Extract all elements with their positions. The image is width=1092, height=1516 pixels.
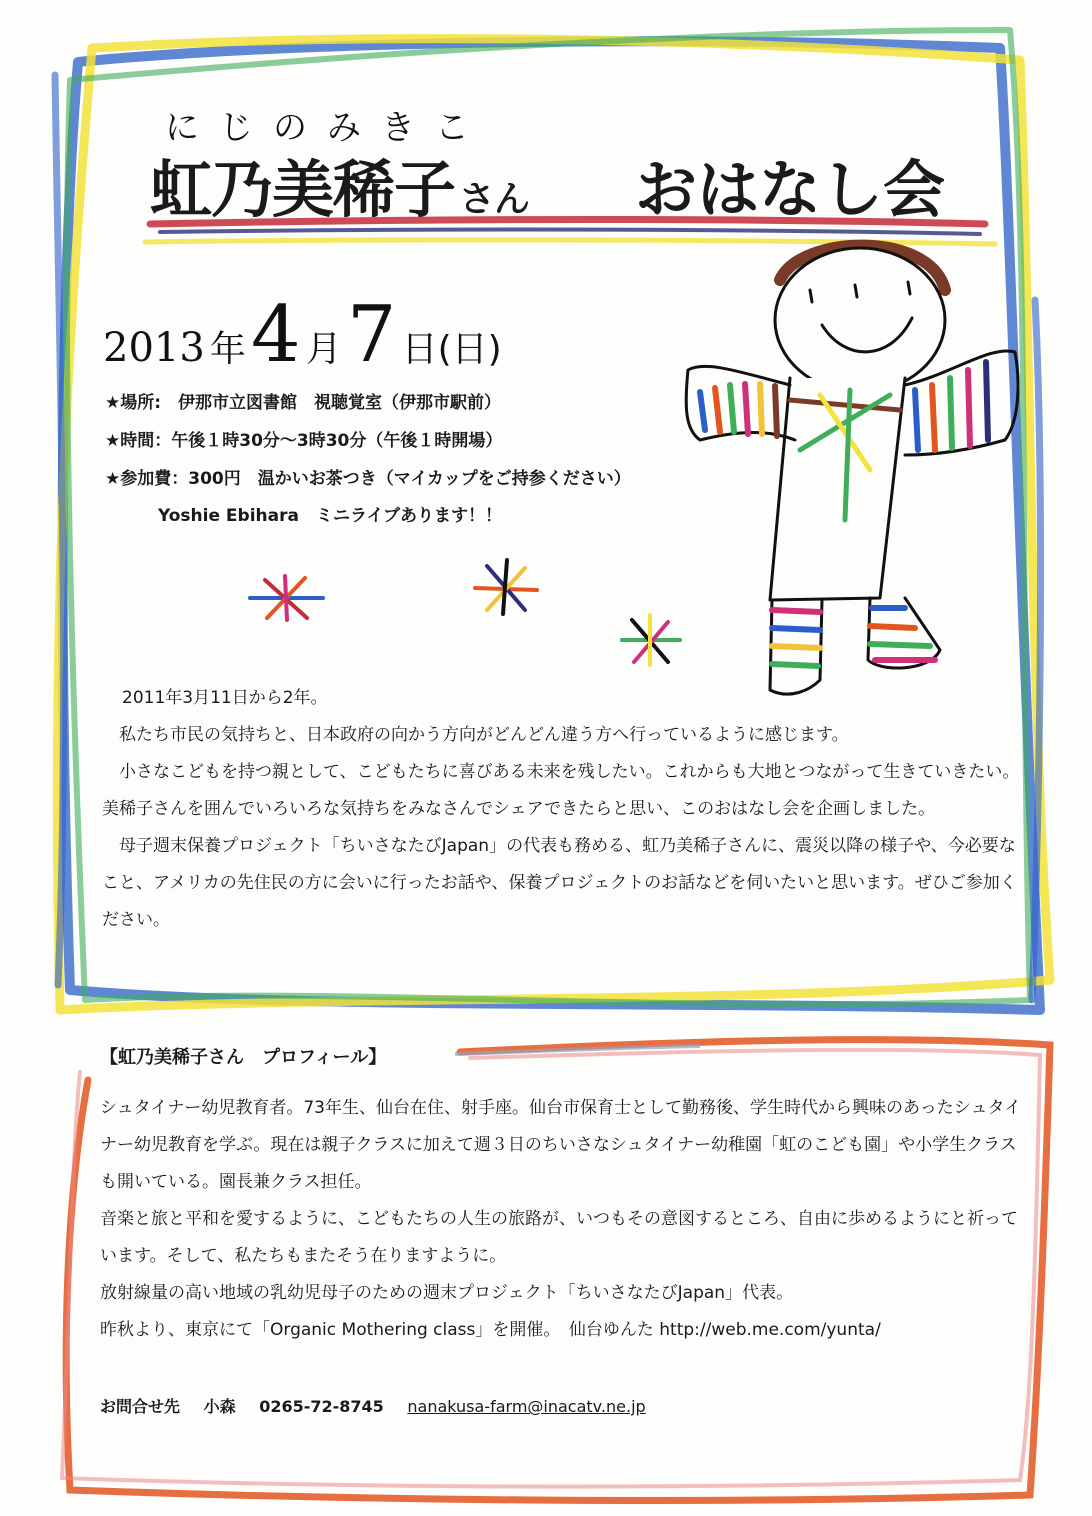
- contact-email-link[interactable]: nanakusa-farm@inacatv.ne.jp: [407, 1397, 646, 1416]
- message-line: 2011年3月11日から2年。: [122, 688, 328, 708]
- message-line: 母子週末保養プロジェクト「ちいさなたびJapan」の代表も務める、虹乃美稀子さんに、震災以降の様子や、今必要なこと、アメリカの先住民の方に会いに行ったお話や、保養プロジェクトのお話などを伺いたいと思います。ぜひご参加ください。: [102, 836, 1017, 930]
- crayon-star-icon: [622, 615, 680, 665]
- title-ruby: にじのみきこ: [165, 108, 489, 148]
- contact-person: 小森: [203, 1397, 236, 1416]
- crayon-star-icon: [250, 576, 323, 620]
- crayon-star-icon: [475, 560, 537, 614]
- date-month: 4: [251, 290, 301, 380]
- title-honorific: さん: [459, 179, 530, 220]
- date-day: 7: [346, 290, 397, 380]
- contact-info: [100, 1394, 664, 1417]
- info-live: Yoshie Ebihara ミニライブあります！！: [158, 506, 502, 526]
- info-fee: ★参加費：300円 温かいお茶つき（マイカップをご持参ください）: [105, 469, 631, 489]
- profile-line: シュタイナー幼児教育者。73年生、仙台在住、射手座。仙台市保育士として勤務後、学生時代から興味のあったシュタイナー幼児教育を学ぶ。現在は親子クラスに加えて週３日のちいさなシュタイナー幼稚園「虹のこども園」や小学生クラスも開いている。園長兼クラス担任。: [100, 1098, 1022, 1192]
- contact-label: お問合せ先: [100, 1397, 181, 1416]
- date-month-unit: 月: [305, 329, 342, 370]
- profile-line: 音楽と旅と平和を愛するように、こどもたちの人生の旅路が、いつもその意図するところ、自由に歩めるようにと祈っています。そして、私たちもまたそう在りますように。: [100, 1209, 1018, 1266]
- title-name: [150, 140, 529, 229]
- info-place: ★場所: 伊那市立図書館 視聴覚室（伊那市駅前）: [105, 393, 502, 413]
- message-line: 小さなこどもを持つ親として、こどもたちに喜びある未来を残したい。これからも大地とつながって生きていきたい。美稀子さんを囲んでいろいろな気持ちをみなさんでシェアできたらと思い、このおはなし会を企画しました。: [102, 762, 1020, 819]
- date-year: 2013: [103, 325, 205, 371]
- profile-heading: 【虹乃美稀子さん プロフィール】: [100, 1047, 387, 1068]
- info-time: ★時間：午後１時30分～3時30分（午後１時開場）: [105, 431, 503, 451]
- profile-line: 放射線量の高い地域の乳幼児母子のための週末プロジェクト「ちいさなたびJapan」代表。: [100, 1283, 794, 1303]
- title-event: おはなし会: [635, 153, 946, 226]
- date-year-unit: 年: [209, 329, 246, 370]
- contact-phone: 0265-72-8745: [259, 1397, 384, 1416]
- event-date: [103, 290, 502, 380]
- message-body: [102, 680, 1022, 939]
- title-name-text: 虹乃美稀子: [150, 153, 456, 226]
- child-drawing-illustration: [686, 246, 1018, 695]
- profile-line: 昨秋より、東京にて「Organic Mothering class」を開催。 仙台ゆんた http://web.me.com/yunta/: [100, 1320, 881, 1340]
- message-line: 私たち市民の気持ちと、日本政府の向かう方向がどんどん違う方へ行っているように感じます。: [102, 725, 849, 745]
- date-day-unit: 日(日): [401, 329, 502, 370]
- profile-body: [100, 1090, 1030, 1349]
